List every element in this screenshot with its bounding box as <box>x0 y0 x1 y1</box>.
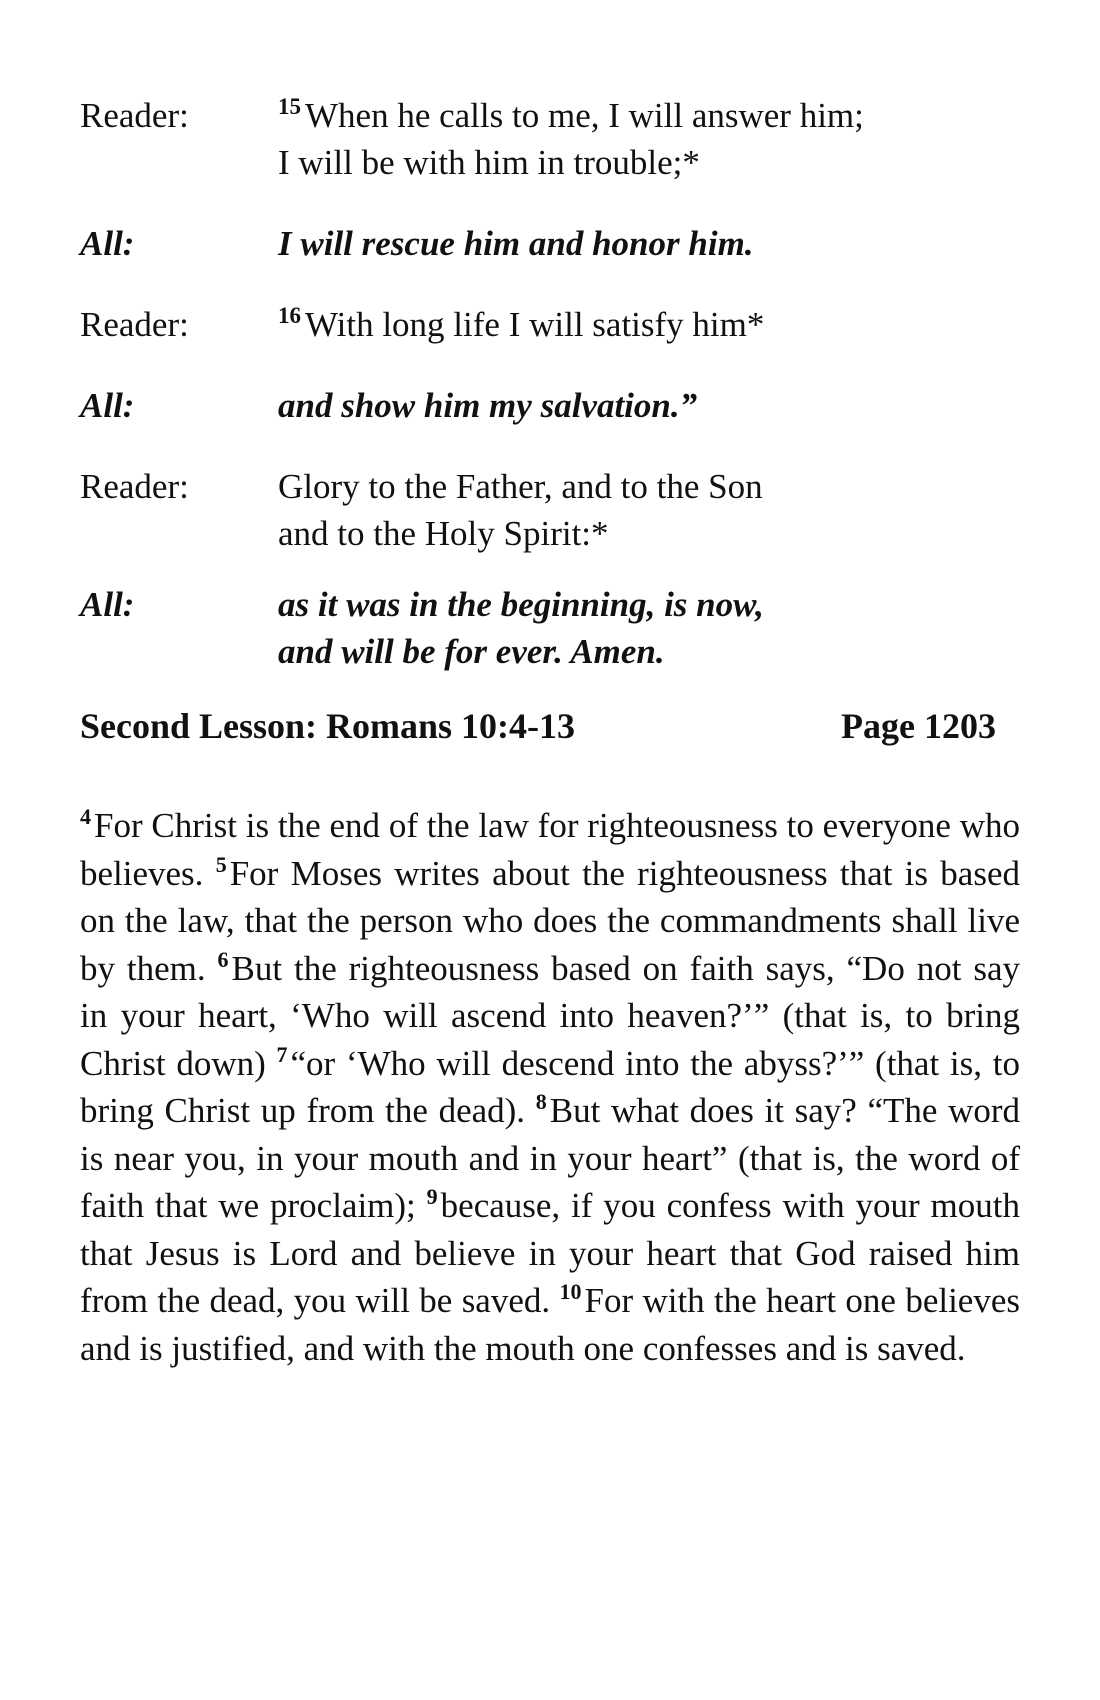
verse-number: 10 <box>559 1279 582 1305</box>
line-text: and show him my salvation.” <box>278 386 698 425</box>
reading-line <box>278 301 1020 348</box>
line-text: and to the Holy Spirit:* <box>278 514 609 553</box>
line-text: as it was in the beginning, is now, <box>278 585 764 624</box>
verse-text: For with the heart one believes and is justified, and with the mouth one confesses and is saved. <box>80 1281 1020 1368</box>
verse-number: 6 <box>217 946 229 972</box>
reading-text <box>278 92 1020 186</box>
verse-number: 16 <box>278 303 301 329</box>
reader-verse-row <box>80 92 1020 186</box>
lesson-text <box>80 802 1020 1372</box>
verse-text: But what does it say? “The word is near you, in your mouth and in your heart” (that is, the word of faith that we proclaim); <box>80 1091 1020 1225</box>
verse-text: because, if you confess with your mouth that Jesus is Lord and believe in your heart that God raised him from the dead, you will be saved. <box>80 1186 1020 1320</box>
reading-line <box>278 628 1020 675</box>
reading-line <box>278 581 1020 628</box>
speaker-label: Reader: <box>80 305 189 344</box>
line-text: Glory to the Father, and to the Son <box>278 467 763 506</box>
all-response-row <box>80 382 1020 429</box>
reading-line <box>278 92 1020 139</box>
reading-line <box>278 510 1020 557</box>
speaker-label: Reader: <box>80 467 189 506</box>
reading-text <box>278 301 1020 348</box>
responsive-reading <box>80 92 1020 675</box>
reading-text <box>278 463 1020 557</box>
speaker-label: All: <box>80 585 135 624</box>
verse-number: 9 <box>426 1184 438 1210</box>
verse-text: For Christ is the end of the law for righteousness to everyone who believes. <box>80 806 1020 893</box>
verse-number: 5 <box>215 851 227 877</box>
line-text: With long life I will satisfy him* <box>305 305 765 344</box>
reader-verse-row <box>80 463 1020 557</box>
speaker-label: Reader: <box>80 96 189 135</box>
reading-line <box>278 139 1020 186</box>
speaker-label: All: <box>80 386 135 425</box>
verse-number: 7 <box>276 1041 288 1067</box>
line-text: and will be for ever. Amen. <box>278 632 665 671</box>
reading-line <box>278 463 1020 510</box>
verse-text: “or ‘Who will descend into the abyss?’” (that is, to bring Christ up from the dead). <box>80 1043 1021 1130</box>
reading-line <box>278 220 1020 267</box>
line-text: I will rescue him and honor him. <box>278 224 754 263</box>
reader-verse-row <box>80 301 1020 348</box>
reading-text <box>278 581 1020 675</box>
line-text: I will be with him in trouble;* <box>278 143 700 182</box>
all-response-row <box>80 581 1020 675</box>
verse-number: 8 <box>535 1089 547 1115</box>
bulletin-page <box>80 92 1020 1372</box>
lesson-heading <box>80 703 996 750</box>
all-response-row <box>80 220 1020 267</box>
lesson-title: Second Lesson: Romans 10:4-13 <box>80 706 576 746</box>
verse-number: 4 <box>80 804 91 830</box>
lesson-page-reference: Page 1203 <box>841 706 996 746</box>
reading-text <box>278 220 1020 267</box>
verse-number: 15 <box>278 94 301 120</box>
speaker-label: All: <box>80 224 135 263</box>
reading-line <box>278 382 1020 429</box>
reading-text <box>278 382 1020 429</box>
verse-text: For Moses writes about the righteousness that is based on the law, that the person who does the commandments shall live by them. <box>80 853 1020 988</box>
verse-text: But the righteousness based on faith says, “Do not say in your heart, ‘Who will ascend into heaven?’” (that is, to bring Christ down) <box>80 948 1021 1083</box>
line-text: When he calls to me, I will answer him; <box>305 96 864 135</box>
